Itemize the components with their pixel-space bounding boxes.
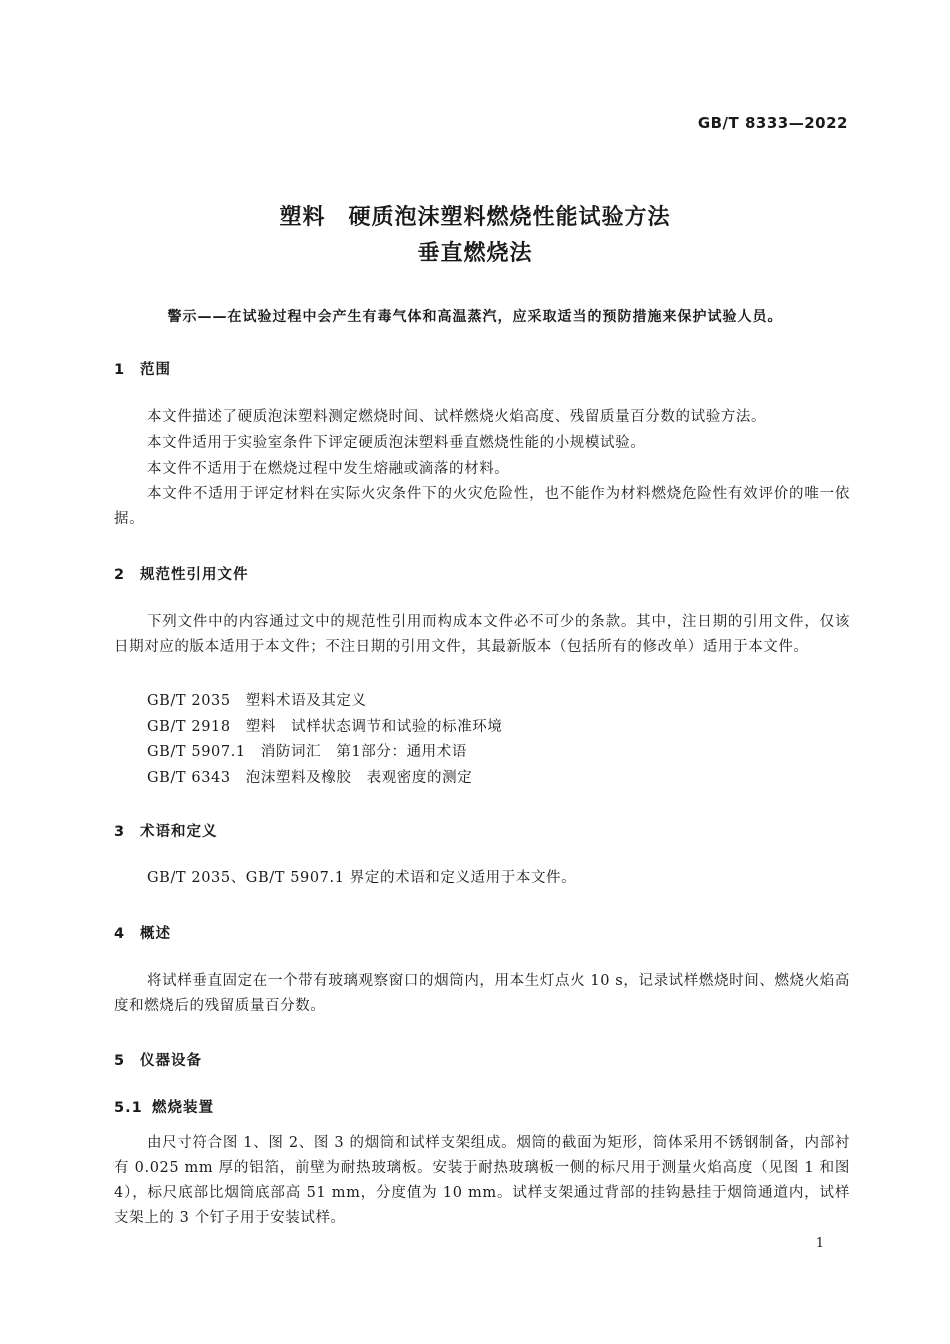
reference-item: GB/T 2918 塑料 试样状态调节和试验的标准环境 [147, 719, 503, 735]
section-1-paragraph: 本文件描述了硬质泡沫塑料测定燃烧时间、试样燃烧火焰高度、残留质量百分数的试验方法。 [147, 409, 767, 425]
section-2-heading [114, 563, 249, 584]
section-1-paragraph: 本文件不适用于在燃烧过程中发生熔融或滴落的材料。 [147, 461, 510, 477]
document-title-line1: 塑料 硬质泡沫塑料燃烧性能试验方法 [279, 205, 671, 230]
section-4-heading [114, 922, 171, 943]
reference-item: GB/T 6343 泡沫塑料及橡胶 表观密度的测定 [147, 770, 473, 786]
section-3-heading [114, 820, 218, 841]
reference-item: GB/T 5907.1 消防词汇 第1部分：通用术语 [147, 744, 467, 760]
section-title: 术语和定义 [140, 824, 218, 840]
section-title: 规范性引用文件 [140, 567, 249, 583]
section-number: 4 [114, 926, 126, 942]
section-5-1-heading [114, 1096, 214, 1117]
standard-code: GB/T 8333—2022 [697, 114, 848, 132]
section-number: 5.1 [114, 1100, 143, 1116]
document-title-line2: 垂直燃烧法 [417, 241, 533, 266]
reference-item: GB/T 2035 塑料术语及其定义 [147, 693, 367, 709]
section-title: 仪器设备 [140, 1053, 202, 1069]
section-number: 5 [114, 1053, 126, 1069]
section-title: 燃烧装置 [152, 1100, 214, 1116]
section-number: 1 [114, 362, 126, 378]
section-5-heading [114, 1049, 202, 1070]
section-1-heading [114, 358, 171, 379]
section-1-paragraph: 本文件适用于实验室条件下评定硬质泡沫塑料垂直燃烧性能的小规模试验。 [147, 435, 646, 451]
section-4-text: 将试样垂直固定在一个带有玻璃观察窗口的烟筒内，用本生灯点火 10 s，记录试样燃烧时间、燃烧火焰高度和燃烧后的残留质量百分数。 [114, 973, 850, 1014]
section-number: 3 [114, 824, 126, 840]
page-number: 1 [815, 1236, 824, 1251]
section-number: 2 [114, 567, 126, 583]
section-3-text: GB/T 2035、GB/T 5907.1 界定的术语和定义适用于本文件。 [147, 870, 577, 886]
safety-warning: 警示——在试验过程中会产生有毒气体和高温蒸汽，应采取适当的预防措施来保护试验人员。 [167, 309, 783, 325]
section-title: 概述 [140, 926, 171, 942]
section-2-intro: 下列文件中的内容通过文中的规范性引用而构成本文件必不可少的条款。其中，注日期的引用文件，仅该日期对应的版本适用于本文件；不注日期的引用文件，其最新版本（包括所有的修改单）适用于本文件。 [114, 614, 850, 655]
section-5-1-text: 由尺寸符合图 1、图 2、图 3 的烟筒和试样支架组成。烟筒的截面为矩形，筒体采用不锈钢制备，内部衬有 0.025 mm 厚的铝箔，前壁为耐热玻璃板。安装于耐热玻璃板一侧的标尺用于测量火焰高度（见图 1 和图 4），标尺底部比烟筒底部高 51 mm，分度值为 10 mm。试样支架通过背部的挂钩悬挂于烟筒通道内，试样支架上的 3 个钉子用于安装试样。 [114, 1135, 850, 1226]
section-title: 范围 [140, 362, 171, 378]
section-1-paragraph: 本文件不适用于评定材料在实际火灾条件下的火灾危险性，也不能作为材料燃烧危险性有效评价的唯一依据。 [114, 486, 850, 527]
